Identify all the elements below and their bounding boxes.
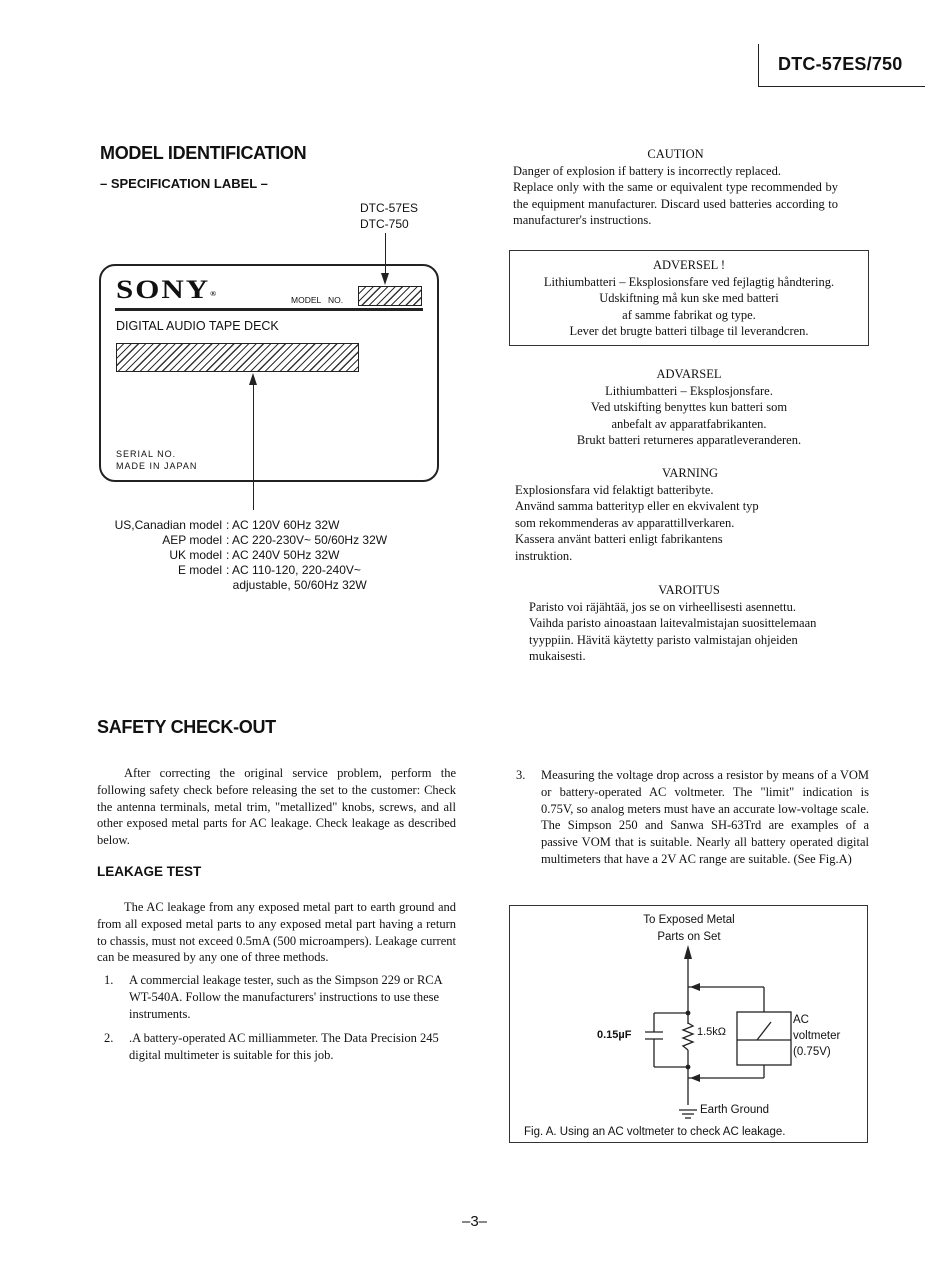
- advarsel-line: Ved utskifting benyttes kun batteri som: [590, 400, 788, 415]
- varning-line: Kassera använt batteri enligt fabrikantens: [515, 532, 723, 547]
- earth-ground-label: Earth Ground: [700, 1104, 770, 1116]
- adversel-line: Lithiumbatteri – Eksplosionsfare ved fejlagtig håndtering.: [543, 274, 835, 289]
- adversel-line: Udskiftning må kun ske med batteri: [599, 291, 779, 306]
- sony-logo: SONY®: [116, 274, 217, 304]
- caution-block: [513, 146, 838, 229]
- power-spec-row: UK model : AC 240V 50Hz 32W: [169, 548, 340, 562]
- power-spec-row: US,Canadian model : AC 120V 60Hz 32W: [114, 518, 340, 532]
- serial-origin-block: [116, 448, 197, 472]
- header-model-number: DTC-57ES/750: [778, 54, 903, 74]
- power-spec-row: adjustable, 50/60Hz 32W: [226, 578, 367, 592]
- callout-line-power: [253, 384, 254, 510]
- power-spec-list: [96, 518, 387, 593]
- voltmeter-label: AC voltmeter (0.75V): [793, 1014, 841, 1058]
- method-item: 1. A commercial leakage tester, such as the Simpson 229 or RCA WT-540A. Follow the manufacturers' instructions to use these instruments.: [104, 973, 442, 1021]
- varning-line: som rekommenderas av apparattillverkaren.: [515, 515, 735, 530]
- figure-caption: Fig. A. Using an AC voltmeter to check AC leakage.: [524, 1126, 786, 1138]
- safety-checkout-title: SAFETY CHECK-OUT: [97, 717, 276, 737]
- advarsel-block: [509, 366, 869, 449]
- caution-line: Danger of explosion if battery is incorrectly replaced.: [513, 163, 781, 178]
- power-spec-row: E model : AC 110-120, 220-240V~: [177, 563, 361, 577]
- varning-title: VARNING: [661, 466, 719, 480]
- figure-top-label: To Exposed Metal Parts on Set: [643, 914, 735, 943]
- advarsel-line: anbefalt av apparatfabrikanten.: [611, 416, 767, 431]
- model-callout-750: DTC-750: [360, 217, 409, 231]
- model-callout-57es: DTC-57ES: [360, 201, 419, 215]
- varoitus-line: mukaisesti.: [529, 649, 586, 664]
- safety-intro-paragraph: After correcting the original service problem, perform the following safety check before releasing the set to the customer: Check the antenna terminals, metal trim, "metallized" knobs, screws, and all other exposed metal parts for AC leakage. Check leakage as described below.: [97, 766, 456, 848]
- adversel-box: [509, 250, 869, 346]
- label-divider: [115, 308, 423, 311]
- product-name: DIGITAL AUDIO TAPE DECK: [116, 319, 279, 333]
- varning-line: instruktion.: [515, 548, 573, 563]
- adversel-line: Lever det brugte batteri tilbage til leverandcren.: [569, 324, 809, 339]
- serial-no-label: SERIAL NO.: [116, 449, 177, 459]
- model-identification-title: MODEL IDENTIFICATION: [100, 143, 307, 163]
- varning-block: [515, 465, 855, 565]
- capacitor-label: 0.15µF: [597, 1029, 632, 1041]
- model-callouts: [360, 200, 418, 232]
- leakage-test-paragraph: The AC leakage from any exposed metal part to earth ground and from all exposed metal parts to any exposed metal part having a return to chassis, must not exceed 0.5mA (500 microampers). Leakage current can be measured by any one of three methods.: [97, 900, 456, 965]
- specification-label-subtitle: – SPECIFICATION LABEL –: [100, 176, 268, 191]
- varning-line: Explosionsfara vid felaktigt batteribyte.: [515, 482, 714, 497]
- made-in-label: MADE IN JAPAN: [116, 461, 198, 471]
- varning-line: Använd samma batterityp eller en ekvivalent typ: [515, 499, 759, 514]
- advarsel-line: Brukt batteri returneres apparatleveranderen.: [576, 433, 802, 448]
- adversel-title: ADVERSEL !: [652, 258, 726, 272]
- method-item: 2. .A battery-operated AC milliammeter. The Data Precision 245 digital multimeter is suitable for this job.: [104, 1031, 439, 1063]
- method-item-3: 3. Measuring the voltage drop across a resistor by means of a VOM or battery-operated AC voltmeter. The "limit" indication is 0.75V, so analog meters must have an accurate low-voltage scale. The Simpson 250 and Sanwa SH-63Trd are examples of a passive VOM that is suitable. Nearly all battery operated digital multimeters that have a 2V AC range are suitable. (See Fig.A): [516, 768, 869, 866]
- varoitus-line: Vaihda paristo ainoastaan laitevalmistajan suosittelemaan: [529, 616, 817, 631]
- page-number: –3–: [462, 1213, 488, 1230]
- methods-list: [97, 972, 456, 1072]
- advarsel-line: Lithiumbatteri – Eksplosjonsfare.: [605, 383, 773, 398]
- power-spec-row: AEP model : AC 220-230V~ 50/60Hz 32W: [162, 533, 388, 547]
- resistor-label: 1.5kΩ: [697, 1026, 727, 1038]
- model-no-label: MODEL NO.: [291, 295, 344, 305]
- advarsel-title: ADVARSEL: [656, 367, 722, 381]
- varoitus-line: tyyppiin. Hävitä käytetty paristo valmistajan ohjeiden: [529, 632, 798, 647]
- power-rating-hatched-field: [116, 343, 359, 372]
- varoitus-title: VAROITUS: [658, 583, 720, 597]
- caution-line: Replace only with the same or equivalent type recommended by the equipment manufacturer. Discard used batteries according to manufacturer's instructions.: [513, 180, 838, 228]
- caution-title: CAUTION: [647, 147, 704, 161]
- model-no-hatched-field: [358, 286, 422, 306]
- varoitus-block: [529, 582, 869, 665]
- leakage-test-title: LEAKAGE TEST: [97, 864, 202, 879]
- adversel-line: af samme fabrikat og type.: [622, 307, 756, 322]
- varoitus-line: Paristo voi räjähtää, jos se on virheellisesti asennettu.: [529, 599, 796, 614]
